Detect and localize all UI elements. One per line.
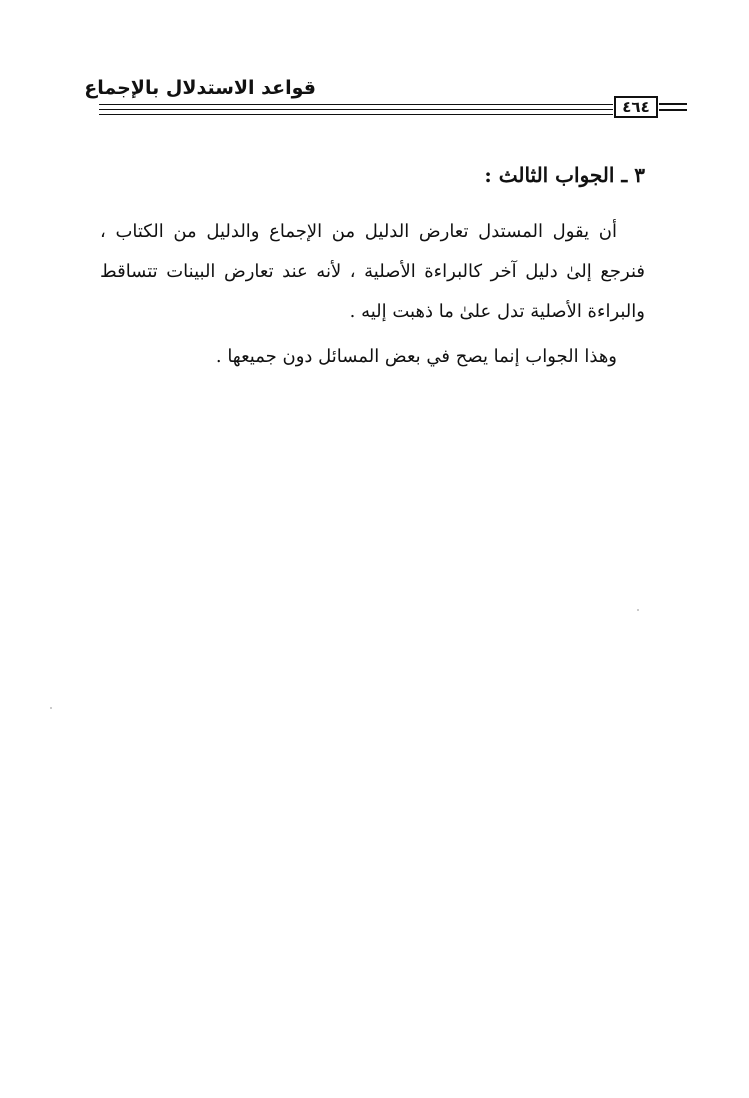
page-number: ٤٦٤: [614, 96, 658, 118]
header-rule: [99, 114, 613, 115]
header-ornament-line: [659, 109, 687, 111]
running-title: قواعد الاستدلال بالإجماع: [84, 77, 316, 99]
text-line: أن يقول المستدل تعارض الدليل من الإجماع والدليل من الكتاب ،: [100, 221, 617, 242]
paragraph: [125, 337, 645, 377]
scan-speck: [637, 609, 639, 611]
header-rule: [99, 109, 613, 110]
text-line: فنرجع إلىٰ دليل آخر كالبراءة الأصلية ، لأنه عند تعارض البينات تتساقط: [100, 261, 645, 282]
section-heading: ٣ ـ الجواب الثالث :: [484, 163, 645, 187]
header-rule: [99, 104, 613, 105]
header-ornament-line: [659, 103, 687, 105]
scan-speck: [50, 707, 52, 709]
text-line: والبراءة الأصلية تدل علىٰ ما ذهبت إليه .: [349, 301, 645, 322]
text-line: وهذا الجواب إنما يصح في بعض المسائل دون جميعها .: [215, 346, 617, 367]
paragraph: [100, 212, 645, 332]
